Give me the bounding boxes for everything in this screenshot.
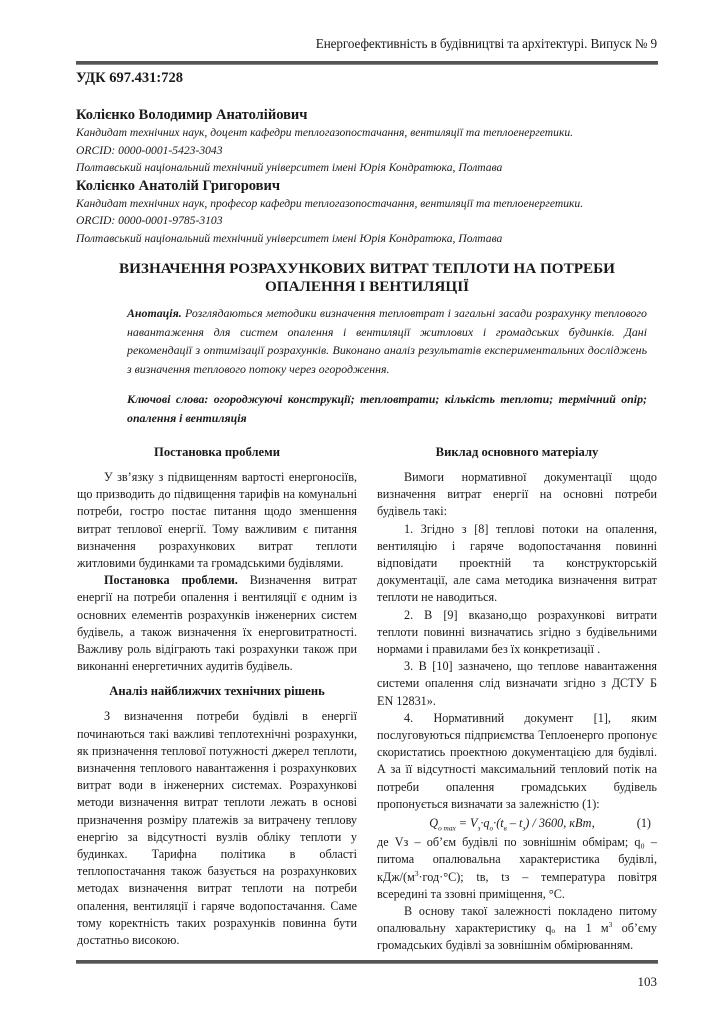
keywords [127, 390, 647, 427]
abstract-text: Розглядаються методики визначення тепловтрат і загальні засади розрахунку теплового навантаження для систем опалення і вентиляції житлових і громадських будинків. Дані рекомендації з оптимізації розрахунків. Виконано аналіз результатів експериментальних досліджень з визначення теплового потоку через огородження. [127, 306, 647, 376]
list-item: 3. В [10] зазначено, що теплове навантаження системи опалення слід визначати згідно з ДСТУ Б EN 12831». [377, 659, 657, 708]
inline-heading: Постановка проблеми. [104, 573, 238, 588]
formula-subscript: з [522, 823, 526, 833]
title-line-2: ОПАЛЕННЯ І ВЕНТИЛЯЦІЇ [264, 278, 470, 295]
paragraph-text: В основу такої залежності покладено питому опалювальну характеристику qₒ на 1 м [377, 904, 657, 936]
formula-subscript: з [477, 823, 481, 833]
list-item: 2. В [9] вказано,що розрахункові витрати теплоти повинні визначатись згідно з будівельними нормами і правилами без їх конкретизації . [377, 607, 657, 657]
superscript: 3 [414, 868, 419, 878]
author-name: Колієнко Анатолій Григорович [76, 177, 281, 194]
abstract [127, 304, 647, 378]
page-number: 103 [637, 974, 657, 989]
section-heading-problem: Постановка проблеми [154, 445, 280, 459]
paragraph: З визначення потреби будівлі в енергії починаються такі важливі теплотехнічні розрахунки, як призначення теплової потужності джерел теплоти, визначення теплового навантаження і розрахункових витрат води в інженерних системах. Розрахункові методи визначення витрат теплоти лежать в основі призначення розміру платежів за витрачену теплову енергію за відсутності вузлів обліку теплоти у будинках. Тарифна політика в області теплопостачання також базується на розрахункових методах визначення витрат теплоти на потреби опалення, вентиляції і гаряче водопостачання. Саме тому коректність таких розрахунків повинна бути достатньо високою. [77, 709, 357, 948]
author-position: Кандидат технічних наук, доцент кафедри теплогазопостачання, вентиляції та теплоенергетики. [76, 126, 574, 139]
formula-term: ·q [480, 816, 490, 831]
formula-term: Q [429, 816, 439, 831]
formula-1 [377, 815, 657, 832]
author-name: Колієнко Володимир Анатолійович [76, 107, 308, 123]
author-orcid: ORCID: 0000-0001-5423-3043 [76, 143, 223, 157]
paragraph-text: Визначення витрат енергії на потреби опалення і вентиляції є одним із основних елементів розрахунків інженерних систем будівель, а також визначення їх енерговитратності. Важливу роль відіграють такі розрахунки також при виконанні енергетичних аудитів будівель. [77, 573, 358, 674]
formula-term: = V [455, 816, 478, 831]
left-column [77, 444, 357, 949]
author-1 [76, 106, 658, 177]
title-line-1: ВИЗНАЧЕННЯ РОЗРАХУНКОВИХ ВИТРАТ ТЕПЛОТИ НА ПОТРЕБИ [118, 260, 615, 277]
formula-subscript: o max [438, 823, 456, 833]
paragraph: У зв’язку з підвищенням вартості енергоносіїв, що призводить до підвищення тарифів на комунальні потреби, гостро постає питання щодо зменшення витрат теплової енергії. Тому важливим є питання визначення розрахункових витрат теплоти житловими будинками та громадськими будівлями. [77, 470, 357, 571]
formula-term: ) / 3600, кВт, [525, 816, 595, 831]
list-item: 1. Згідно з [8] теплові потоки на опалення, вентиляцію і гаряче водопостачання повинні відповідати проектній та конструкторській документації, але сама методика визначення витрат теплоти не наводиться. [377, 521, 657, 605]
paper-title [76, 260, 658, 296]
header-rule [76, 61, 658, 65]
paragraph [77, 572, 357, 675]
authors-block [76, 106, 658, 247]
formula-term: – t [506, 816, 523, 831]
author-2 [76, 177, 658, 248]
formula-subscript: в [503, 823, 507, 833]
section-heading-analysis: Аналіз найближчих технічних рішень [109, 684, 325, 699]
list-item: 4. Нормативний документ [1], яким послуговуються підприємства Теплоенерго пропонує скористатись проектною документацією для будівлі. А за її відсутності максимальний тепловий потік на потреби опалення громадських будівель пропонується визначати за залежністю (1): [377, 710, 657, 811]
udc-code: УДК 697.431:728 [76, 70, 183, 86]
paragraph: Вимоги нормативної документації щодо визначення витрат енергії на основні потреби будівель такі: [377, 470, 657, 519]
section-heading-main: Виклад основного матеріалу [435, 445, 599, 459]
right-column [377, 444, 657, 955]
paragraph-text: де Vз – об’єм будівлі по зовнішнім обмірам; q₀ – питома опалювальна характеристика будівлі, кДж/(м [377, 835, 657, 884]
paragraph [377, 834, 657, 903]
paragraph-text: об’єму громадських будівлі за зовнішнім обмірюванням. [377, 921, 657, 953]
keywords-label: Ключові слова: [127, 392, 209, 406]
author-affiliation: Полтавський національний технічний університет імені Юрія Кондратюка, Полтава [76, 161, 503, 174]
author-affiliation: Полтавський національний технічний університет імені Юрія Кондратюка, Полтава [76, 231, 503, 245]
author-orcid: ORCID: 0000-0001-9785-3103 [76, 214, 223, 227]
paragraph-text: ·год·°С); tв, tз – температура повітря всередині та ззовні приміщення, °С. [377, 869, 657, 901]
paragraph [377, 903, 657, 955]
equation-number: (1) [636, 816, 651, 831]
author-position: Кандидат технічних наук, професор кафедри теплогазопостачання, вентиляції та теплоенергетики. [76, 196, 584, 210]
formula-term: ·(t [493, 816, 504, 831]
formula-subscript: o [489, 823, 494, 833]
abstract-label: Анотація. [127, 306, 182, 320]
running-head: Енергоефективність в будівництві та архітектурі. Випуск № 9 [315, 36, 657, 51]
keywords-text: огороджуючі конструкції; тепловтрати; кількість теплоти; термічний опір; опалення і вентиляція [127, 392, 647, 425]
footer-rule [76, 960, 658, 964]
superscript: 3 [608, 920, 613, 930]
